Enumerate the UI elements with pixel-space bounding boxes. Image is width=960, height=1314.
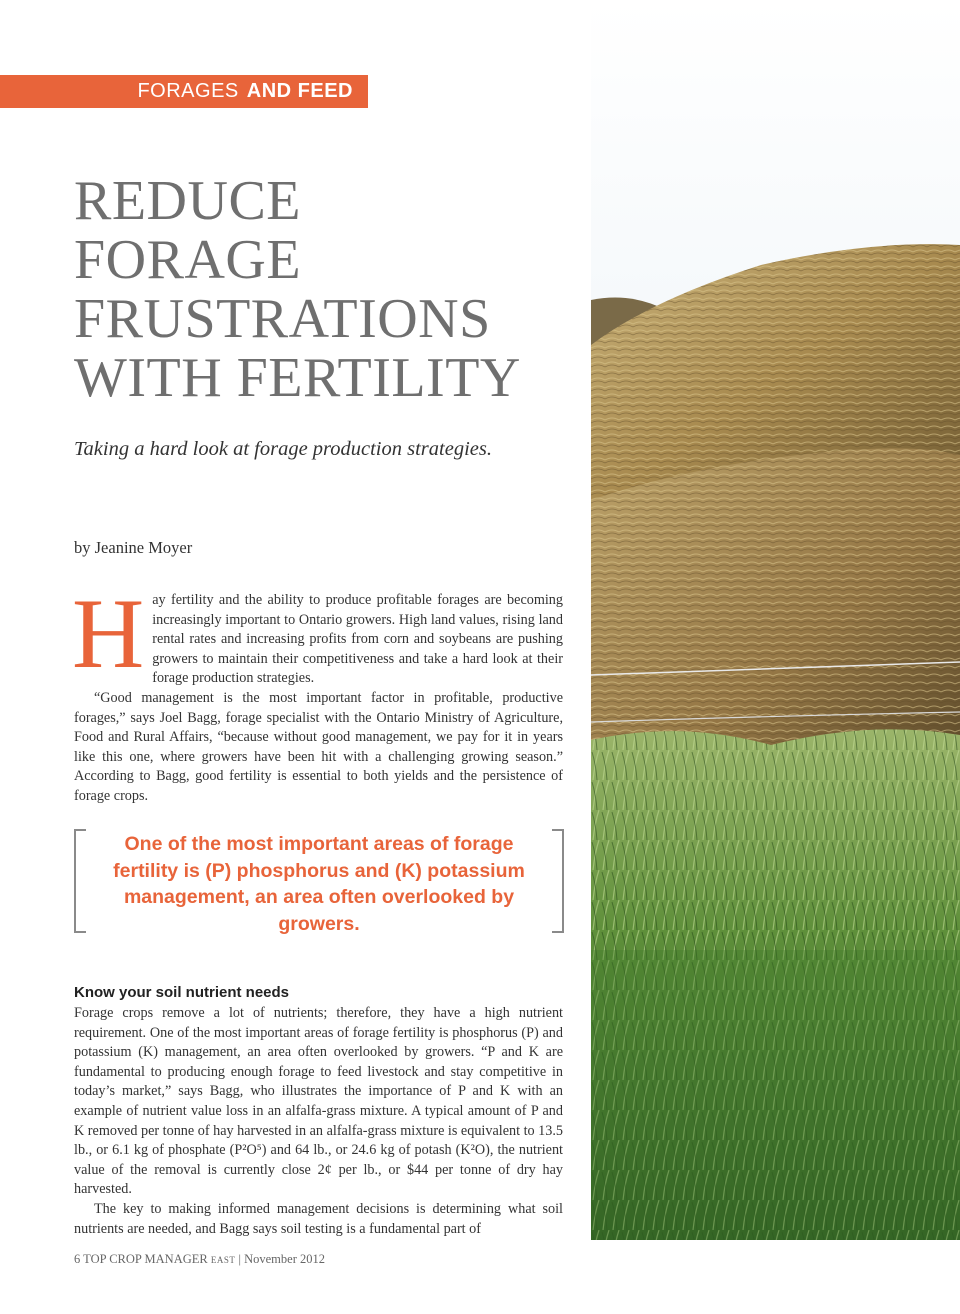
headline-line-2: FORAGE [74,229,302,291]
magazine-name: TOP CROP MANAGER [83,1252,208,1266]
section-tag-bold: AND FEED [246,80,353,102]
section-tag [0,75,368,108]
footer-separator: | [238,1252,241,1266]
left-bracket [74,829,86,933]
edition: EAST [210,1255,236,1265]
deck: Taking a hard look at forage production strategies. [74,438,492,460]
paragraph-1-text: ay fertility and the ability to produce profitable forages are becoming increasingly important to Ontario growers. High land values, rising land rental rates and increasing profits from corn and soybeans are pushing growers to maintain their competitiveness and take a hard look at their forage production strategies. [152,592,563,687]
paragraph-4: The key to making informed management decisions is determining what soil nutrients are needed, and Bagg says soil testing is a fundamental part of [74,1201,563,1237]
subhead: Know your soil nutrient needs [74,984,290,1001]
headline [74,172,574,408]
pull-quote-text: One of the most important areas of forage fertility is (P) phosphorus and (K) potassium management, an area often overlooked by growers. [113,833,525,935]
page-number: 6 [74,1252,81,1266]
section-tag-light: FORAGES [137,80,239,102]
pull-quote [74,829,564,933]
byline: by Jeanine Moyer [74,538,193,557]
paragraph-1 [72,578,563,689]
hay-bales-photo [591,0,960,1240]
headline-line-3: FRUSTRATIONS [74,288,491,350]
paragraph-2: “Good management is the most important factor in profitable, productive forages,” says Joel Bagg, forage specialist with the Ontario Ministry of Agriculture, Food and Rural Affairs, “because without good management, we pay for it in years like this one, where growers have been hit with a challenging growing season.” According to Bagg, good fertility is essential to both yields and the persistence of forage crops. [74,690,563,804]
paragraph-3: Forage crops remove a lot of nutrients; therefore, they have a high nutrient requirement. One of the most important areas of forage fertility is phosphorus (P) and potassium (K) management, an area often overlooked by growers. “P and K are fundamental to producing enough forage to feed livestock and stay competitive in today’s market,” says Bagg, who illustrates the importance of P and K with an example of nutrient value loss in an alfalfa-grass mixture. A typical amount of P and K removed per tonne of hay harvested in an alfalfa-grass mixture is equivalent to 13.5 lb., or 6.1 kg of phosphate (P²O⁵) and 64 lb., or 24.6 kg of potash (K²O), the nutrient value of the removal is currently close 2¢ per lb., or $44 per tonne of dry hay harvested. [74,1005,563,1198]
issue-date: November 2012 [244,1252,325,1266]
right-bracket [552,829,564,933]
headline-line-1: REDUCE [74,170,301,232]
drop-cap: H [72,578,145,689]
headline-line-4: WITH FERTILITY [74,347,521,409]
page-footer [74,1252,325,1267]
